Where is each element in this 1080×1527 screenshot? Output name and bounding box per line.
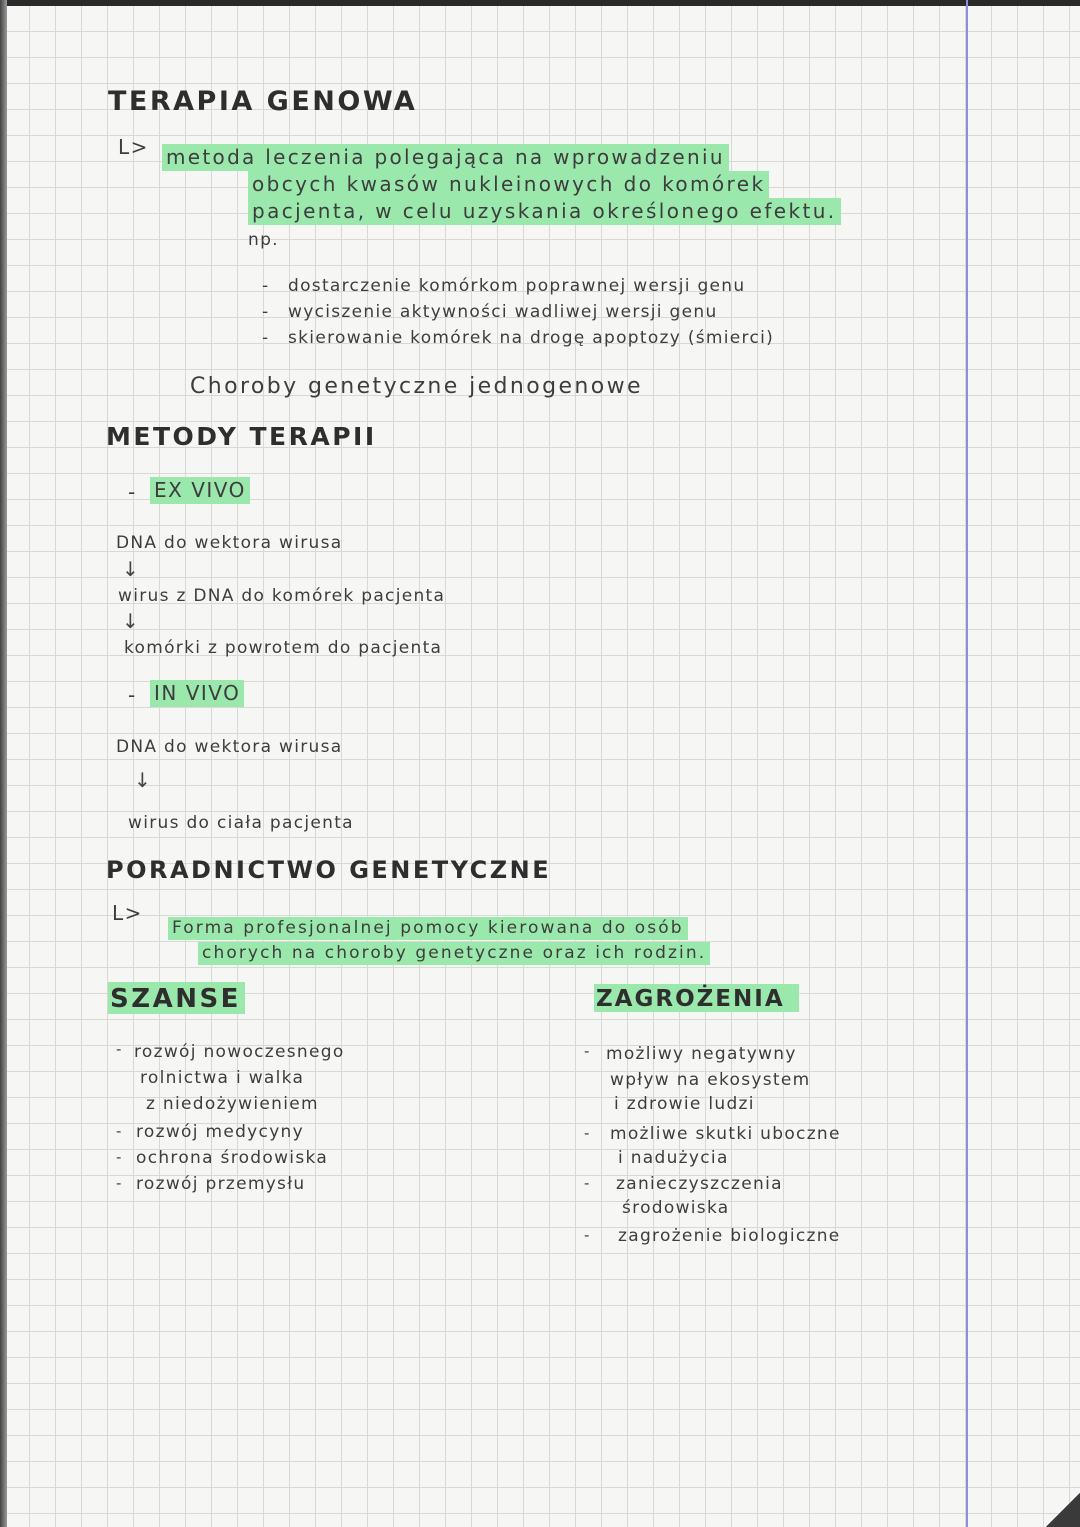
margin-line [966,0,968,1527]
zagrozenia-item-2-line-1: możliwe skutki uboczne [610,1124,841,1144]
page-corner [1046,1493,1080,1527]
in-vivo-label: IN VIVO [150,683,244,703]
zagrozenia-item-4: zagrożenie biologiczne [618,1226,841,1246]
arrow-down-icon: ↓ [134,768,151,792]
zagrozenia-item-1-line-3: i zdrowie ludzi [614,1094,755,1114]
szanse-item-3: ochrona środowiska [136,1148,329,1168]
ex-vivo-step-2: wirus z DNA do komórek pacjenta [118,586,446,606]
zagrozenia-dash: - [584,1174,591,1192]
poradnictwo-title: PORADNICTWO GENETYCZNE [106,856,552,884]
ex-vivo-step-1: DNA do wektora wirusa [116,533,343,553]
zagrozenia-dash: - [584,1226,591,1244]
page-top-edge [0,0,1080,6]
terapia-np: np. [248,230,279,250]
arrow-down-icon: ↓ [122,557,139,581]
arrow-down-icon: ↓ [122,609,139,633]
poradnictwo-pointer: L> [112,901,143,925]
szanse-item-1-line-1: rozwój nowoczesnego [134,1042,345,1062]
poradnictwo-definition-line-1: Forma profesjonalnej pomocy kierowana do osób [168,920,688,937]
terapia-example-1: dostarczenie komórkom poprawnej wersji genu [288,276,746,296]
zagrozenia-item-1-line-2: wpływ na ekosystem [610,1070,811,1090]
in-vivo-step-2: wirus do ciała pacjenta [128,813,354,833]
in-vivo-step-1: DNA do wektora wirusa [116,737,343,757]
example-dash: - [262,328,270,348]
szanse-dash: - [116,1040,123,1058]
terapia-example-2: wyciszenie aktywności wadliwej wersji genu [288,302,718,322]
ex-vivo-dash: - [128,480,137,504]
zagrozenia-dash: - [584,1042,591,1060]
poradnictwo-definition-line-2: chorych na choroby genetyczne oraz ich rodzin. [198,945,710,962]
zagrozenia-title: ZAGROŻENIA [594,988,799,1011]
zagrozenia-item-1-line-1: możliwy negatywny [606,1044,797,1064]
terapia-definition-line-3: pacjenta, w celu uzyskania określonego efektu. [248,201,841,221]
szanse-item-2: rozwój medycyny [136,1122,304,1142]
szanse-item-1-line-3: z niedożywieniem [146,1094,319,1114]
zagrozenia-dash: - [584,1124,591,1142]
zagrozenia-item-3-line-2: środowiska [622,1198,730,1218]
ex-vivo-step-3: komórki z powrotem do pacjenta [124,638,443,658]
terapia-title: TERAPIA GENOWA [108,86,418,117]
example-dash: - [262,302,270,322]
szanse-item-4: rozwój przemysłu [136,1174,306,1194]
terapia-example-3: skierowanie komórek na drogę apoptozy (śmierci) [288,328,775,348]
page-left-edge [0,0,7,1527]
terapia-definition-line-1: metoda leczenia polegająca na wprowadzeniu [162,147,729,167]
in-vivo-dash: - [128,683,137,707]
zagrozenia-item-3-line-1: zanieczyszczenia [616,1174,783,1194]
szanse-dash: - [116,1122,123,1140]
ex-vivo-label: EX VIVO [150,480,250,500]
example-dash: - [262,276,270,296]
zagrozenia-item-2-line-2: i nadużycia [618,1148,729,1168]
terapia-definition-line-2: obcych kwasów nukleinowych do komórek [248,174,769,194]
szanse-dash: - [116,1148,123,1166]
szanse-item-1-line-2: rolnictwa i walka [140,1068,305,1088]
szanse-title: SZANSE [108,986,245,1012]
szanse-dash: - [116,1174,123,1192]
terapia-choroby: Choroby genetyczne jednogenowe [190,374,643,399]
terapia-pointer: L> [118,135,149,159]
metody-title: METODY TERAPII [106,422,377,451]
